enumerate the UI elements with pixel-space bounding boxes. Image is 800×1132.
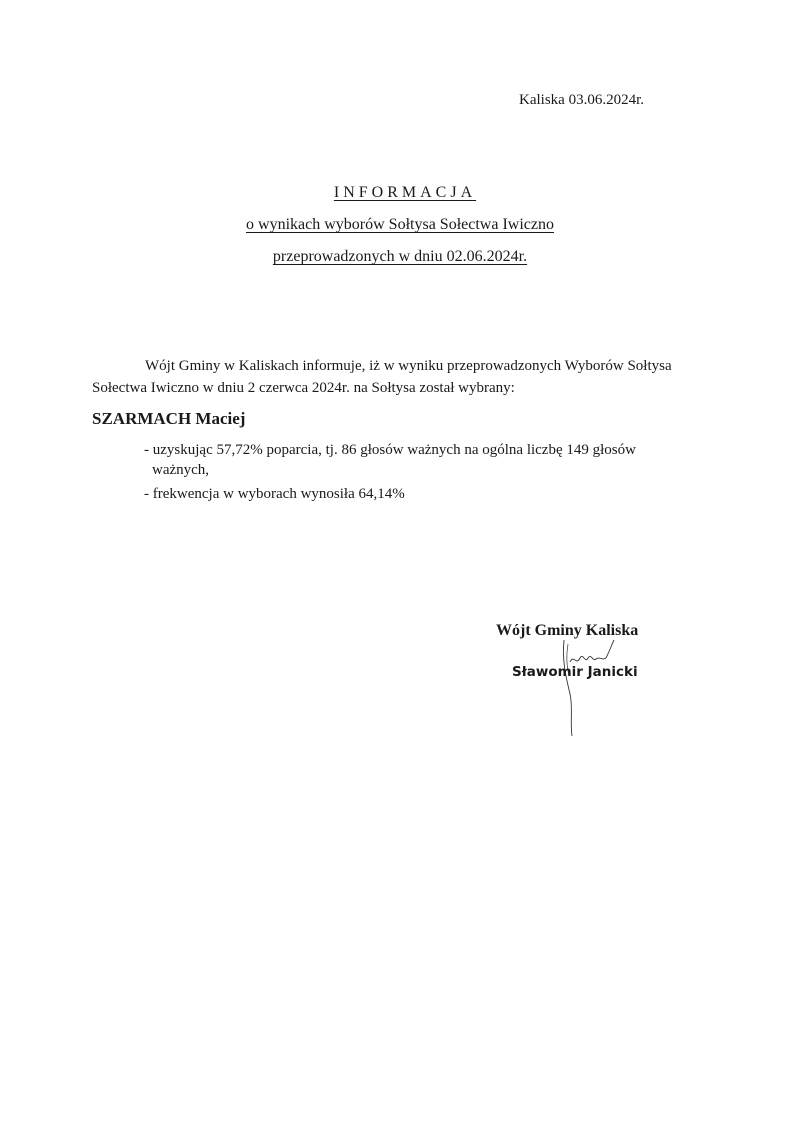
date-line: Kaliska 03.06.2024r. <box>519 92 644 108</box>
detail-item-support <box>144 440 684 480</box>
document-title: INFORMACJA <box>333 184 477 201</box>
winner-name: SZARMACH Maciej <box>92 409 246 428</box>
detail-item-turnout <box>144 484 684 504</box>
signature-name: Sławomir Janicki <box>512 664 638 680</box>
signature-title: Wójt Gminy Kaliska <box>496 622 639 639</box>
detail-support-line-b: ważnych, <box>152 462 210 478</box>
intro-paragraph: Wójt Gminy w Kaliskach informuje, iż w wyniku przeprowadzonych Wyborów Sołtysa Sołectwa Iwiczno w dniu 2 czerwca 2024r. na Sołtysa został wybrany: <box>92 358 672 396</box>
detail-support-line-a: - uzyskując 57,72% poparcia, tj. 86 głosów ważnych na ogólna liczbę 149 głosów <box>144 442 636 458</box>
handwritten-signature-icon <box>540 632 630 742</box>
title-block <box>0 184 800 266</box>
election-details <box>144 440 684 508</box>
title-subline-2: przeprowadzonych w dniu 02.06.2024r. <box>272 248 528 265</box>
detail-turnout-line-a: - frekwencja w wyborach wynosiła 64,14% <box>144 486 405 502</box>
title-subline-1: o wynikach wyborów Sołtysa Sołectwa Iwiczno <box>246 216 554 233</box>
